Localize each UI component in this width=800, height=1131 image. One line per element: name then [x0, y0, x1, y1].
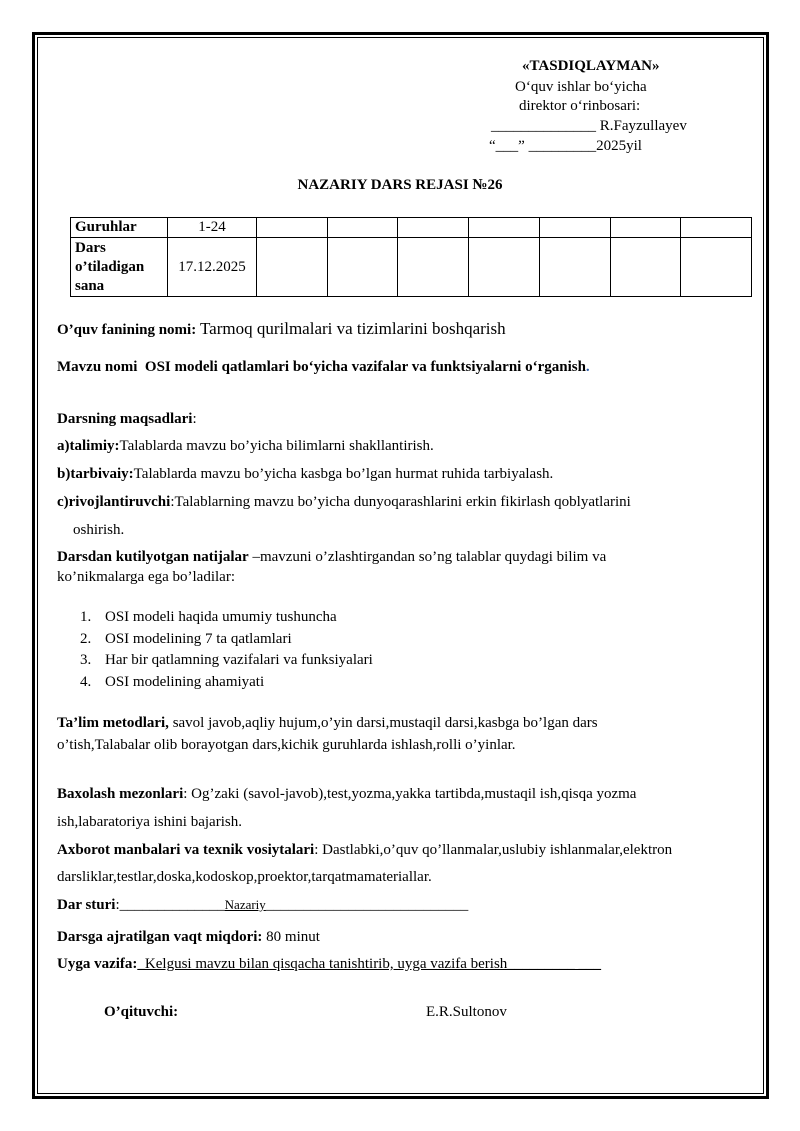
table-cell — [327, 218, 398, 238]
goal-c-continuation: oshirish. — [73, 522, 125, 538]
duration-value: 80 minut — [262, 929, 320, 945]
topic-line — [57, 359, 590, 376]
resources-text-2: darsliklar,testlar,doska,kodoskop,proektor,tarqatmamateriallar. — [57, 869, 432, 885]
lesson-type-fill-after: ___________________________ — [265, 897, 469, 913]
goals-heading: Darsning maqsadlari — [57, 411, 193, 427]
table-cell — [469, 238, 540, 297]
methods-text-1: savol javob,aqliy hujum,o’yin darsi,mustaqil darsi,kasbga bo’lgan dars — [168, 715, 598, 731]
goal-b-text: Talablarda mavzu bo’yicha kasbga bo’lgan hurmat ruhida tarbiyalash. — [133, 466, 554, 482]
table-cell — [610, 218, 681, 238]
resources-label: Axborot manbalari va texnik vosiytalari — [57, 842, 315, 858]
teacher-name: E.R.Sultonov — [426, 1004, 507, 1020]
list-item: 1. OSI modeli haqida umumiy tushuncha — [80, 609, 337, 625]
list-item: 2. OSI modelining 7 ta qatlamlari — [80, 630, 292, 647]
expected-results-list — [80, 609, 373, 695]
assessment-label: Baxolash mezonlari — [57, 786, 184, 802]
table-cell — [681, 218, 752, 238]
teacher-label: O’qituvchi: — [104, 1004, 179, 1020]
methods-label: Ta’lim metodlari, — [57, 715, 169, 731]
homework-line — [57, 956, 601, 973]
expected-results-heading: Darsdan kutilyotgan natijalar — [57, 549, 249, 565]
goal-b-label: b)tarbivaiy: — [57, 466, 134, 482]
duration-line — [57, 929, 320, 946]
methods-text-2: o’tish,Talabalar olib borayotgan dars,kichik guruhlarda ishlash,rolli o’yinlar. — [57, 737, 516, 753]
goals-heading-colon: : — [192, 411, 197, 427]
list-item: 3. Har bir qatlamning vazifalari va funksiyalari — [80, 652, 373, 668]
date-value: 17.12.2025 — [168, 238, 257, 297]
table-cell — [610, 238, 681, 297]
goal-c — [57, 494, 631, 511]
methods-line-1 — [57, 715, 598, 732]
homework-label: Uyga vazifa: — [57, 956, 138, 972]
table-cell — [539, 238, 610, 297]
table-row — [71, 238, 752, 297]
assessment-line-1 — [57, 786, 636, 803]
assessment-text-1: : Og’zaki (savol-javob),test,yozma,yakka tartibda,mustaqil ish,qisqa yozma — [183, 786, 637, 802]
table-cell — [398, 238, 469, 297]
list-item: 4. OSI modelining ahamiyati — [80, 673, 265, 690]
groups-label: Guruhlar — [71, 218, 168, 238]
lesson-type-label: Dar sturi — [57, 897, 116, 913]
expected-results-text-1: –mavzuni o’zlashtirgandan so’ng talablar quydagi bilim va — [248, 549, 607, 565]
assessment-text-2: ish,labaratoriya ishini bajarish. — [57, 814, 242, 830]
topic-value: OSI modeli qatlamlari bo‘yicha vazifalar va funktsiyalarni o‘rganish — [144, 359, 586, 375]
approval-title: «TASDIQLAYMAN» — [522, 58, 660, 74]
homework-value: _Kelgusi mavzu bilan qisqacha tanishtirib, uyga vazifa berish_________ ___ — [137, 956, 602, 972]
table-cell — [257, 218, 328, 238]
course-line — [57, 319, 506, 339]
table-row — [71, 218, 752, 238]
lesson-type-value: Nazariy — [224, 897, 266, 912]
approval-date-line: “___” _________2025yil — [489, 138, 642, 154]
date-label: Dars o’tiladigan sana — [71, 238, 168, 297]
approval-signature-line: ______________ R.Fayzullayev — [491, 118, 687, 134]
course-label: O’quv fanining nomi: — [57, 322, 197, 338]
table-cell — [539, 218, 610, 238]
resources-line-1 — [57, 842, 672, 859]
approval-line-1: O‘quv ishlar bo‘yicha — [515, 79, 647, 95]
goal-a-label: a)talimiy: — [57, 438, 120, 454]
expected-results-line-1 — [57, 549, 606, 566]
goal-c-text: :Talablarning mavzu bo’yicha dunyoqarashlarini erkin fikirlash qoblyatlarini — [170, 494, 631, 510]
document-title: NAZARIY DARS REJASI №26 — [297, 177, 503, 193]
duration-label: Darsga ajratilgan vaqt miqdori: — [57, 929, 263, 945]
groups-value: 1-24 — [168, 218, 257, 238]
table-cell — [681, 238, 752, 297]
expected-results-text-2: ko’nikmalarga ega bo’ladilar: — [57, 569, 235, 585]
goal-a-text: Talablarda mavzu bo’yicha bilimlarni shakllantirish. — [119, 438, 434, 454]
goal-c-label: c)rivojlantiruvchi — [57, 494, 171, 510]
topic-trailing: . — [585, 359, 590, 375]
resources-text-1: : Dastlabki,o’quv qo’llanmalar,uslubiy ishlanmalar,elektron — [314, 842, 673, 858]
course-value: Tarmoq qurilmalari va tizimlarini boshqarish — [199, 319, 506, 338]
groups-table — [70, 217, 752, 297]
table-cell — [257, 238, 328, 297]
approval-line-2: direktor o‘rinbosari: — [519, 98, 641, 114]
table-cell — [327, 238, 398, 297]
topic-label: Mavzu nomi — [57, 359, 138, 375]
lesson-type-line — [57, 897, 468, 914]
goals-heading-line — [57, 411, 197, 428]
lesson-type-fill-before: :______________ — [115, 897, 225, 913]
table-cell — [469, 218, 540, 238]
table-cell — [398, 218, 469, 238]
goal-b — [57, 466, 553, 483]
goal-a — [57, 438, 434, 455]
